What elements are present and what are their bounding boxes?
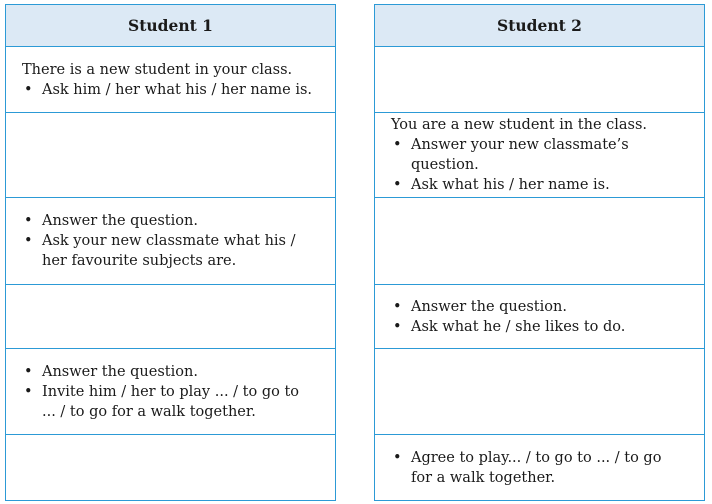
- student-2-row-3: [375, 198, 704, 285]
- student-1-card: [5, 4, 336, 501]
- student-1-row-2: [6, 113, 335, 198]
- student-2-header: Student 2: [375, 5, 704, 47]
- row-intro: You are a new student in the class.: [391, 117, 648, 133]
- student-1-header: Student 1: [6, 5, 335, 47]
- student-1-row-6: [6, 435, 335, 500]
- student-2-row-4: [375, 285, 704, 349]
- student-2-card: [374, 4, 705, 501]
- student-2-row-6: [375, 435, 704, 500]
- student-2-row-1: [375, 47, 704, 113]
- bullet-item: • Ask your new classmate what his / her favourite subjects are.: [22, 231, 312, 271]
- bullet-item: • Answer the question.: [391, 297, 688, 317]
- student-2-row-5: [375, 349, 704, 435]
- bullet-item: • Ask what his / her name is.: [391, 175, 688, 195]
- student-1-row-1: [6, 47, 335, 113]
- bullet-item: • Invite him / her to play ... / to go to ... / to go for a walk together.: [22, 382, 312, 422]
- student-1-row-5: [6, 349, 335, 435]
- student-2-row-2: [375, 113, 704, 198]
- bullet-item: • Ask what he / she likes to do.: [391, 317, 688, 337]
- bullet-item: • Answer the question.: [22, 211, 319, 231]
- bullet-item: • Answer the question.: [22, 362, 319, 382]
- bullet-item: • Ask him / her what his / her name is.: [22, 80, 319, 100]
- student-1-row-4: [6, 285, 335, 349]
- bullet-item: • Answer your new classmate’s question.: [391, 135, 688, 175]
- student-1-row-3: [6, 198, 335, 285]
- row-intro: There is a new student in your class.: [22, 61, 293, 78]
- bullet-item: • Agree to play... / to go to ... / to go for a walk together.: [391, 448, 666, 488]
